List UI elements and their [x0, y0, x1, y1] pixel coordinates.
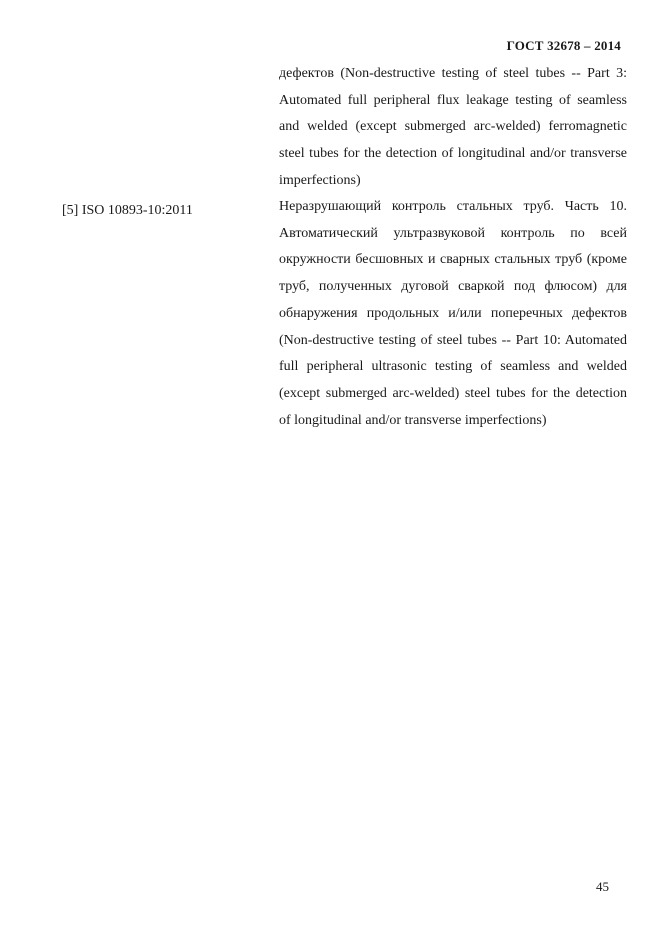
reference-5-label: [5] ISO 10893-10:2011 — [62, 203, 193, 218]
page-number: 45 — [596, 879, 609, 894]
reference-4-continuation-text: дефектов (Non-destructive testing of steel tubes -- Part 3: Automated full peripheral flux leakage testing of seamless and welded (except submerged arc-welded) ferromagnetic steel tubes for the detection of longitudinal and/or transverse imperfections) — [279, 66, 627, 188]
reference-5-text: Неразрушающий контроль стальных труб. Часть 10. Автоматический ультразвуковой контроль по всей окружности бесшовных и сварных стальных труб (кроме труб, полученных дуговой сваркой под флюсом) для обнаружения продольных и/или поперечных дефектов (Non-destructive testing of steel tubes -- Part 10: Automated full peripheral ultrasonic testing of seamless and welded (except submerged arc-welded) steel tubes for the detection of longitudinal and/or transverse imperfections) — [279, 199, 627, 428]
document-header: ГОСТ 32678 – 2014 — [506, 38, 621, 53]
